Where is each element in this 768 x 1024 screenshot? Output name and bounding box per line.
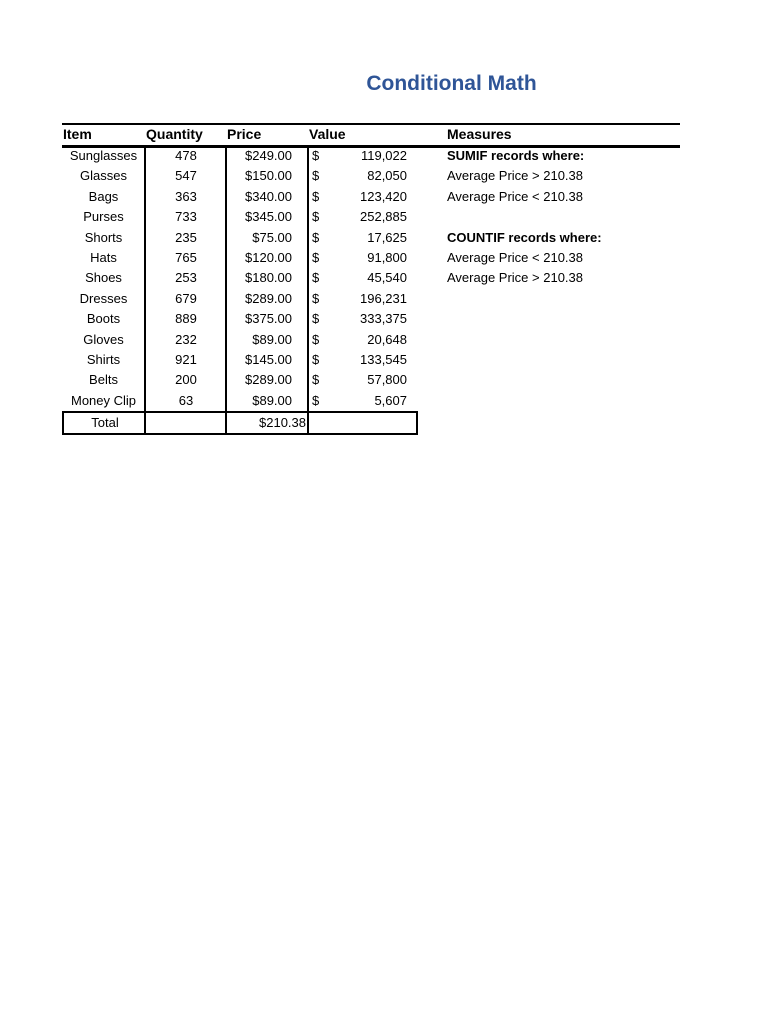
quantity-cell[interactable]: 733	[175, 209, 197, 225]
total-average-price[interactable]: $210.38	[259, 415, 306, 430]
countif-line[interactable]: Average Price < 210.38	[447, 249, 583, 265]
item-cell[interactable]: Dresses	[79, 290, 128, 306]
currency-symbol: $	[312, 351, 320, 367]
price-cell[interactable]: $180.00	[245, 270, 292, 286]
price-cell[interactable]: $340.00	[245, 188, 292, 204]
quantity-cell[interactable]: 232	[175, 331, 197, 347]
item-cell[interactable]: Sunglasses	[69, 148, 138, 163]
currency-symbol: $	[312, 148, 320, 163]
value-cell[interactable]: 123,420	[360, 188, 407, 204]
total-divider	[144, 413, 146, 433]
measures-panel	[447, 146, 602, 289]
quantity-cell[interactable]: 363	[175, 188, 197, 204]
value-cell[interactable]: 45,540	[367, 270, 407, 286]
quantity-cell[interactable]: 253	[175, 270, 197, 286]
price-cell[interactable]: $150.00	[245, 168, 292, 184]
sumif-line[interactable]: Average Price < 210.38	[447, 188, 583, 204]
value-cell[interactable]: 82,050	[367, 168, 407, 184]
currency-symbol: $	[312, 372, 320, 388]
item-cell[interactable]: Glasses	[80, 168, 127, 184]
header-quantity[interactable]: Quantity	[146, 126, 203, 142]
item-cell[interactable]: Shorts	[84, 229, 123, 245]
value-cell[interactable]: 57,800	[367, 372, 407, 388]
value-cell[interactable]: 196,231	[360, 290, 407, 306]
quantity-cell[interactable]: 63	[178, 392, 194, 408]
sheet-title: Conditional Math	[366, 72, 537, 95]
currency-symbol: $	[312, 270, 320, 286]
countif-heading[interactable]: COUNTIF records where:	[447, 229, 602, 245]
sumif-heading[interactable]: SUMIF records where:	[447, 148, 585, 163]
quantity-cell[interactable]: 889	[175, 311, 197, 327]
currency-symbol: $	[312, 209, 320, 225]
currency-symbol: $	[312, 392, 320, 408]
price-cell[interactable]: $289.00	[245, 290, 292, 306]
value-cell[interactable]: 17,625	[367, 229, 407, 245]
item-cell[interactable]: Purses	[83, 209, 124, 225]
quantity-cell[interactable]: 765	[175, 249, 197, 265]
header-value[interactable]: Value	[309, 126, 346, 142]
value-cell[interactable]: 5,607	[374, 392, 407, 408]
item-cell[interactable]: Belts	[89, 372, 118, 388]
price-cell[interactable]: $89.00	[252, 331, 292, 347]
currency-symbol: $	[312, 290, 320, 306]
column-divider-value	[307, 146, 309, 412]
header-price[interactable]: Price	[227, 126, 262, 142]
price-cell[interactable]: $289.00	[245, 372, 292, 388]
currency-symbol: $	[312, 331, 320, 347]
quantity-cell[interactable]: 235	[175, 229, 197, 245]
item-cell[interactable]: Hats	[90, 249, 117, 265]
currency-symbol: $	[312, 311, 320, 327]
quantity-cell[interactable]: 478	[175, 148, 197, 163]
item-cell[interactable]: Shirts	[86, 351, 121, 367]
price-cell[interactable]: $75.00	[252, 229, 292, 245]
price-cell[interactable]: $345.00	[245, 209, 292, 225]
sumif-line[interactable]: Average Price > 210.38	[447, 168, 583, 184]
total-row[interactable]	[62, 411, 418, 435]
price-cell[interactable]: $375.00	[245, 311, 292, 327]
item-cell[interactable]: Money Clip	[70, 392, 137, 408]
currency-symbol: $	[312, 168, 320, 184]
total-label[interactable]: Total	[91, 415, 119, 430]
price-cell[interactable]: $89.00	[252, 392, 292, 408]
value-cell[interactable]: 252,885	[360, 209, 407, 225]
quantity-cell[interactable]: 547	[175, 168, 197, 184]
quantity-cell[interactable]: 679	[175, 290, 197, 306]
quantity-cell[interactable]: 200	[175, 372, 197, 388]
value-cell[interactable]: 20,648	[367, 331, 407, 347]
currency-symbol: $	[312, 229, 320, 245]
item-cell[interactable]: Boots	[86, 311, 121, 327]
header-measures[interactable]: Measures	[447, 126, 512, 142]
item-cell[interactable]: Bags	[88, 188, 119, 204]
price-cell[interactable]: $249.00	[245, 148, 292, 163]
total-divider	[307, 413, 309, 433]
price-cell[interactable]: $145.00	[245, 351, 292, 367]
price-cell[interactable]: $120.00	[245, 249, 292, 265]
blank-cell[interactable]	[447, 207, 602, 227]
value-cell[interactable]: 133,545	[360, 351, 407, 367]
value-cell[interactable]: 119,022	[360, 148, 407, 163]
currency-symbol: $	[312, 188, 320, 204]
quantity-cell[interactable]: 921	[175, 351, 197, 367]
value-cell[interactable]: 333,375	[360, 311, 407, 327]
item-cell[interactable]: Shoes	[85, 270, 122, 286]
value-cell[interactable]: 91,800	[367, 249, 407, 265]
currency-symbol: $	[312, 249, 320, 265]
countif-line[interactable]: Average Price > 210.38	[447, 270, 583, 286]
item-cell[interactable]: Gloves	[83, 331, 124, 347]
header-item[interactable]: Item	[63, 126, 92, 142]
